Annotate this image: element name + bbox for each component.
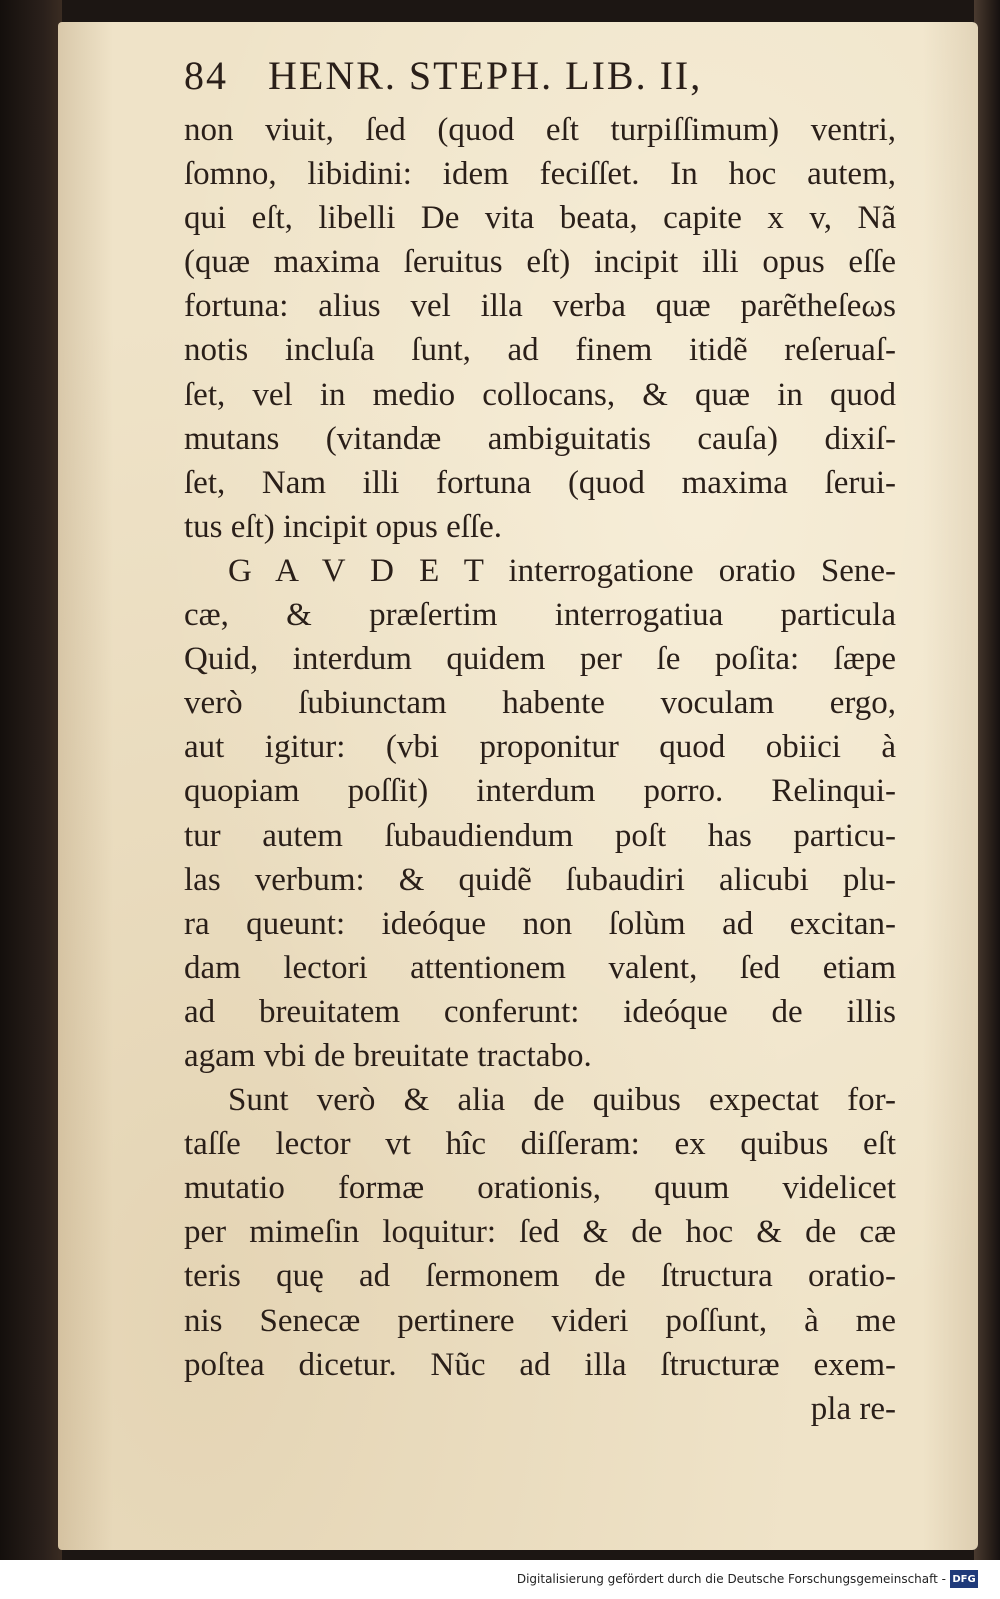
text-line: teris quę ad ſermonem de ſtructura oratio- xyxy=(184,1258,896,1295)
text-line: mutans (vitandæ ambiguitatis cauſa) dixiſ- xyxy=(184,420,896,457)
text-line: mutatio formæ orationis, quum videlicet xyxy=(184,1170,896,1207)
text-line: cæ, & præſertim interrogatiua particula xyxy=(184,597,896,634)
catchword: pla re- xyxy=(810,1390,896,1427)
text-line: las verbum: & quidẽ ſubaudiri alicubi plu- xyxy=(184,861,896,898)
text-line: tur autem ſubaudiendum poſt has particu- xyxy=(184,817,896,854)
text-line: verò ſubiunctam habente voculam ergo, xyxy=(184,685,896,722)
text-line: per mimeſin loquitur: ſed & de hoc & de cæ xyxy=(184,1214,896,1251)
text-line: fortuna: alius vel illa verba quæ parẽtheſeωs xyxy=(184,288,896,325)
text-line: dam lectori attentionem valent, ſed etiam xyxy=(184,949,896,986)
text-line: agam vbi de breuitate tractabo. xyxy=(184,1037,592,1074)
text-line: poſtea dicetur. Nũc ad illa ſtructuræ exem- xyxy=(184,1346,896,1383)
funding-notice: Digitalisierung gefördert durch die Deutsche Forschungsgemeinschaft - xyxy=(516,1572,946,1586)
footer-bar xyxy=(0,1560,1000,1599)
running-title: HENR. STEPH. LIB. II, xyxy=(268,53,703,98)
text-line: G A V D E T interrogatione oratio Sene- xyxy=(228,552,896,589)
page-body-text xyxy=(184,108,896,1431)
text-line: ſet, Nam illi fortuna (quod maxima ſerui- xyxy=(184,464,896,501)
binding-edge xyxy=(0,0,62,1560)
text-line: ra queunt: ideóque non ſolùm ad excitan- xyxy=(184,905,896,942)
text-line: nis Senecæ pertinere videri poſſunt, à me xyxy=(184,1302,896,1339)
text-line: aut igitur: (vbi proponitur quod obiici à xyxy=(184,729,896,766)
text-line: Sunt verò & alia de quibus expectat for- xyxy=(228,1082,896,1119)
text-line: (quæ maxima ſeruitus eſt) incipit illi opus eſſe xyxy=(184,244,896,281)
page-number: 84 xyxy=(184,53,228,98)
text-line: ad breuitatem conferunt: ideóque de illis xyxy=(184,993,896,1030)
text-line: taſſe lector vt hîc diſſeram: ex quibus eſt xyxy=(184,1126,896,1163)
text-line: tus eſt) incipit opus eſſe. xyxy=(184,508,503,545)
text-line: non viuit, ſed (quod eſt turpiſſimum) ventri, xyxy=(184,112,896,148)
text-line: quopiam poſſit) interdum porro. Relinqui- xyxy=(184,773,896,810)
text-line: ſet, vel in medio collocans, & quæ in quod xyxy=(184,376,896,413)
text-line: ſomno, libidini: idem feciſſet. In hoc autem, xyxy=(184,156,896,193)
text-line: qui eſt, libelli De vita beata, capite x v, Nã xyxy=(184,200,896,237)
dfg-logo: DFG xyxy=(950,1570,978,1588)
running-head xyxy=(184,52,884,99)
text-line: notis incluſa ſunt, ad finem itidẽ reſeruaſ- xyxy=(184,332,896,369)
text-line: Quid, interdum quidem per ſe poſita: ſæpe xyxy=(184,641,896,678)
